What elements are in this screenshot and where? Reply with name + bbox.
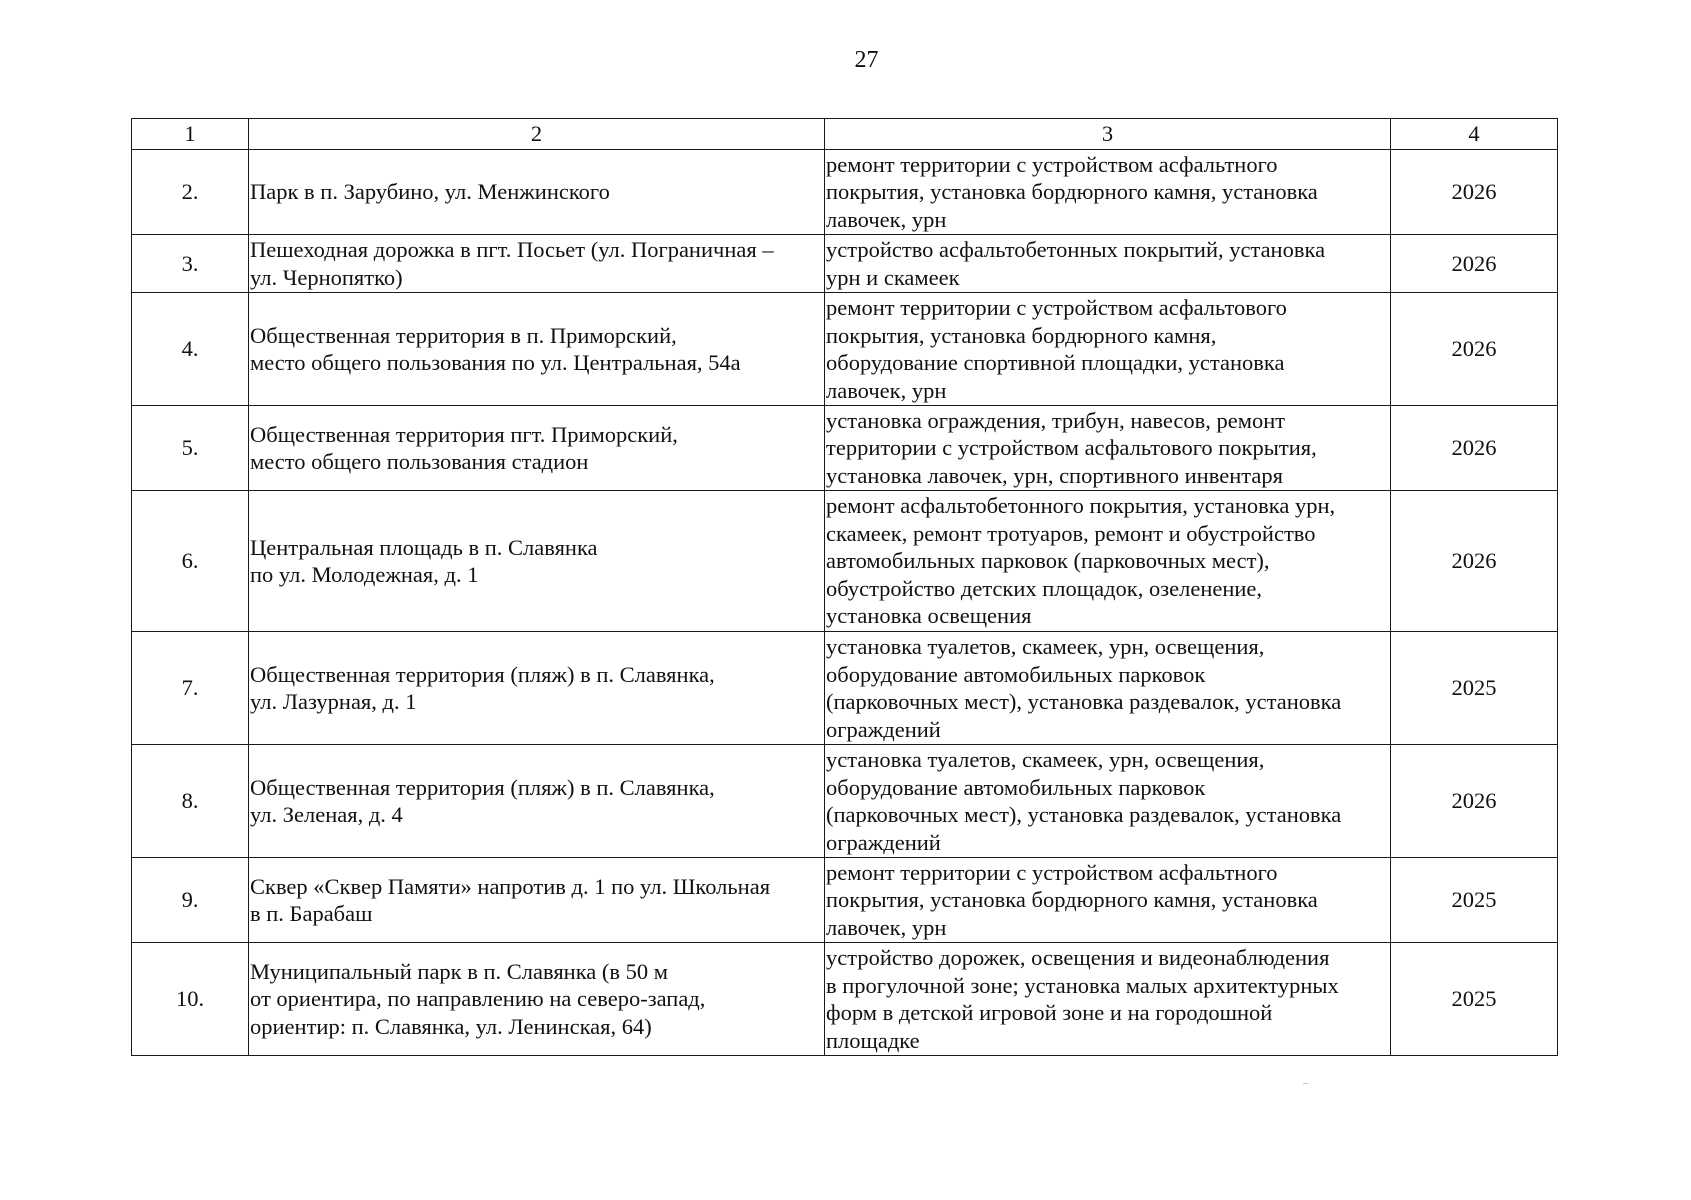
works-description-cell <box>825 491 1391 632</box>
territory-name-cell <box>249 235 825 293</box>
table-row <box>132 150 1558 235</box>
territory-name-cell <box>249 406 825 491</box>
works-description-line: покрытия, установка бордюрного камня, <box>826 322 1217 348</box>
table-row <box>132 491 1558 632</box>
works-description-cell <box>825 632 1391 745</box>
territory-name-line: в п. Барабаш <box>250 901 373 926</box>
territory-name-line: Муниципальный парк в п. Славянка (в 50 м <box>250 958 669 984</box>
territory-name-cell <box>249 943 825 1056</box>
works-description-cell <box>825 943 1391 1056</box>
works-description-cell <box>825 293 1391 406</box>
territory-name-line: по ул. Молодежная, д. 1 <box>250 562 479 587</box>
table-row <box>132 943 1558 1056</box>
table-row <box>132 858 1558 943</box>
territory-name-cell <box>249 150 825 235</box>
works-description-cell <box>825 150 1391 235</box>
territory-name-line: ориентир: п. Славянка, ул. Ленинская, 64) <box>250 1013 652 1039</box>
territory-name-line: ул. Чернопятко) <box>250 264 403 290</box>
works-description-line: скамеек, ремонт тротуаров, ремонт и обустройство <box>826 520 1316 546</box>
works-description-line: оборудование автомобильных парковок <box>826 774 1206 800</box>
table-row <box>132 293 1558 406</box>
territory-name-line: Сквер «Сквер Памяти» напротив д. 1 по ул. Школьная <box>250 873 771 899</box>
works-description-cell <box>825 745 1391 858</box>
territory-name-line: Общественная территория (пляж) в п. Славянка, <box>250 774 715 800</box>
works-description-line: ремонт территории с устройством асфальтного <box>826 151 1278 177</box>
works-description-line: лавочек, урн <box>826 206 947 232</box>
year-cell: 2026 <box>1391 491 1558 632</box>
territory-name-line: Парк в п. Зарубино, ул. Менжинского <box>250 179 610 205</box>
year-cell: 2026 <box>1391 293 1558 406</box>
works-description-line: покрытия, установка бордюрного камня, установка <box>826 887 1318 913</box>
column-header-3: 3 <box>825 119 1391 150</box>
works-description-line: ремонт территории с устройством асфальтового <box>826 295 1287 320</box>
territory-name-line: Общественная территория (пляж) в п. Славянка, <box>250 661 715 687</box>
works-description-line: устройство дорожек, освещения и видеонаблюдения <box>826 945 1330 970</box>
year-cell: 2025 <box>1391 943 1558 1056</box>
works-description-line: ограждений <box>826 829 941 855</box>
works-description-line: покрытия, установка бордюрного камня, установка <box>826 179 1318 205</box>
table-row <box>132 406 1558 491</box>
territory-name-cell <box>249 293 825 406</box>
works-description-line: ограждений <box>826 716 941 742</box>
year-cell: 2025 <box>1391 632 1558 745</box>
works-description-line: ремонт территории с устройством асфальтного <box>826 859 1278 885</box>
works-description-cell <box>825 235 1391 293</box>
works-description-line: установка ограждения, трибун, навесов, ремонт <box>826 407 1286 433</box>
improvement-table <box>131 118 1558 1056</box>
column-header-2: 2 <box>249 119 825 150</box>
works-description-line: форм в детской игровой зоне и на городошной <box>826 1000 1273 1025</box>
row-number-cell: 7. <box>132 632 249 745</box>
scan-artifact <box>1303 1083 1308 1084</box>
territory-name-line: ул. Лазурная, д. 1 <box>250 689 417 714</box>
works-description-line: устройство асфальтобетонных покрытий, установка <box>826 237 1326 262</box>
table-body <box>132 119 1558 1056</box>
column-number-header-row <box>132 119 1558 150</box>
works-description-line: автомобильных парковок (парковочных мест), <box>826 548 1270 574</box>
works-description-line: площадке <box>826 1027 920 1053</box>
works-description-line: установка лавочек, урн, спортивного инвентаря <box>826 462 1283 488</box>
column-header-1: 1 <box>132 119 249 150</box>
territory-name-line: Центральная площадь в п. Славянка <box>250 534 598 560</box>
works-description-cell <box>825 406 1391 491</box>
row-number-cell: 3. <box>132 235 249 293</box>
works-description-line: оборудование автомобильных парковок <box>826 661 1206 687</box>
column-header-4: 4 <box>1391 119 1558 150</box>
row-number-cell: 9. <box>132 858 249 943</box>
row-number-cell: 8. <box>132 745 249 858</box>
territory-name-cell <box>249 491 825 632</box>
row-number-cell: 5. <box>132 406 249 491</box>
territory-name-line: Пешеходная дорожка в пгт. Посьет (ул. Пограничная – <box>250 237 774 262</box>
year-cell: 2025 <box>1391 858 1558 943</box>
territory-name-line: место общего пользования стадион <box>250 449 589 474</box>
row-number-cell: 2. <box>132 150 249 235</box>
works-description-line: территории с устройством асфальтового покрытия, <box>826 435 1317 461</box>
works-description-line: (парковочных мест), установка раздевалок, установка <box>826 802 1342 827</box>
works-description-line: установка освещения <box>826 603 1032 629</box>
works-description-line: лавочек, урн <box>826 914 947 940</box>
works-description-cell <box>825 858 1391 943</box>
table-row <box>132 632 1558 745</box>
works-description-line: оборудование спортивной площадки, установка <box>826 350 1285 375</box>
territory-name-cell <box>249 632 825 745</box>
territory-name-cell <box>249 858 825 943</box>
works-description-line: урн и скамеек <box>826 264 960 290</box>
territory-name-line: Общественная территория пгт. Приморский, <box>250 421 678 447</box>
territory-name-line: ул. Зеленая, д. 4 <box>250 802 403 827</box>
page-number: 27 <box>854 47 879 73</box>
table-row <box>132 745 1558 858</box>
works-description-line: в прогулочной зоне; установка малых архитектурных <box>826 972 1339 998</box>
row-number-cell: 4. <box>132 293 249 406</box>
works-description-line: (парковочных мест), установка раздевалок, установка <box>826 689 1342 714</box>
works-description-line: лавочек, урн <box>826 377 947 403</box>
year-cell: 2026 <box>1391 235 1558 293</box>
year-cell: 2026 <box>1391 745 1558 858</box>
works-description-line: ремонт асфальтобетонного покрытия, установка урн, <box>826 493 1336 519</box>
year-cell: 2026 <box>1391 406 1558 491</box>
territory-name-line: место общего пользования по ул. Центральная, 54а <box>250 350 741 375</box>
row-number-cell: 10. <box>132 943 249 1056</box>
works-description-line: обустройство детских площадок, озеленение, <box>826 575 1263 601</box>
year-cell: 2026 <box>1391 150 1558 235</box>
works-description-line: установка туалетов, скамеек, урн, освещения, <box>826 634 1265 659</box>
works-description-line: установка туалетов, скамеек, урн, освещения, <box>826 747 1265 772</box>
table-row <box>132 235 1558 293</box>
row-number-cell: 6. <box>132 491 249 632</box>
territory-name-line: Общественная территория в п. Приморский, <box>250 322 677 348</box>
territory-name-cell <box>249 745 825 858</box>
territory-name-line: от ориентира, по направлению на северо-запад, <box>250 986 706 1012</box>
